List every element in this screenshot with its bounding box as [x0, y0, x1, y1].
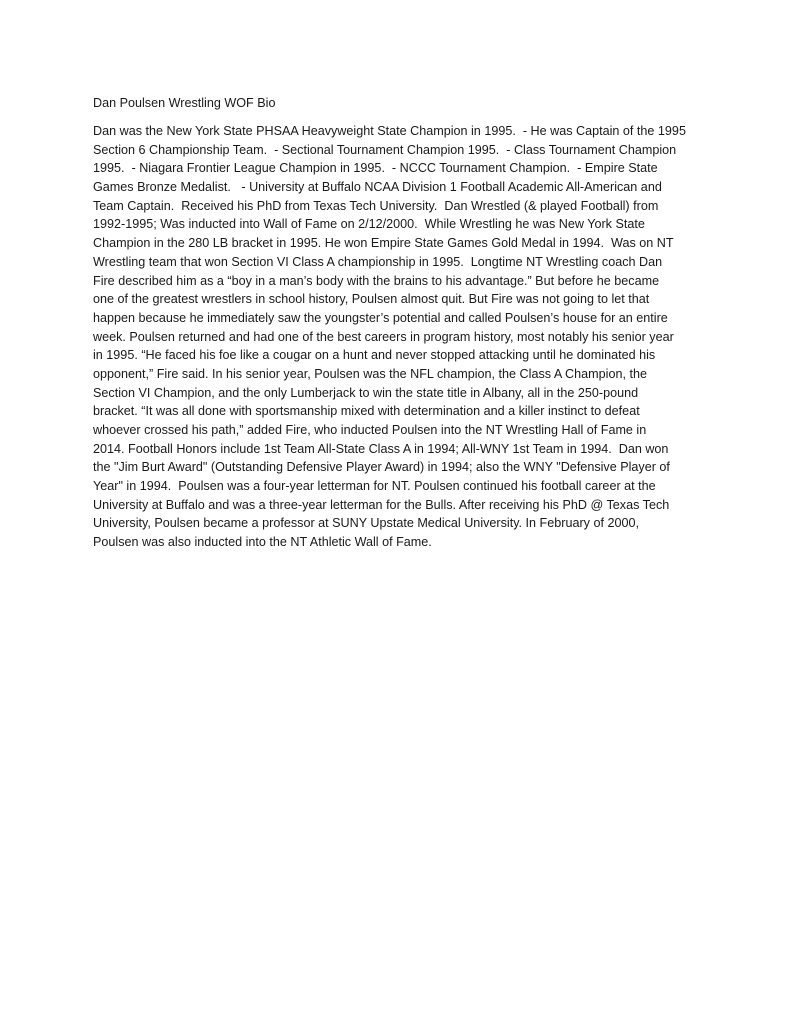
- body-line: Team Captain. Received his PhD from Texas Tech University. Dan Wrestled (& played Football) from: [93, 198, 659, 213]
- body-line: Wrestling team that won Section VI Class A championship in 1995. Longtime NT Wrestling coach Dan: [93, 254, 663, 269]
- body-line: University at Buffalo and was a three-year letterman for the Bulls. After receiving his PhD @ Texas Tech: [93, 497, 670, 512]
- body-line: Fire described him as a “boy in a man’s body with the brains to his advantage.” But before he became: [93, 273, 660, 288]
- body-line: one of the greatest wrestlers in school history, Poulsen almost quit. But Fire was not going to let that: [93, 292, 650, 307]
- body-line: opponent,” Fire said. In his senior year, Poulsen was the NFL champion, the Class A Champion, the: [93, 366, 647, 381]
- body-line: 2014. Football Honors include 1st Team All-State Class A in 1994; All-WNY 1st Team in 1994. Dan won: [93, 441, 669, 456]
- body-line: 1995. - Niagara Frontier League Champion in 1995. - NCCC Tournament Champion. - Empire State: [93, 161, 658, 176]
- body-line: Year" in 1994. Poulsen was a four-year letterman for NT. Poulsen continued his football career at the: [93, 479, 656, 494]
- body-line: 1992-1995; Was inducted into Wall of Fame on 2/12/2000. While Wrestling he was New York State: [93, 217, 645, 232]
- body-line: happen because he immediately saw the youngster’s potential and called Poulsen’s house for an entire: [93, 310, 668, 325]
- body-line: whoever crossed his path,” added Fire, who inducted Poulsen into the NT Wrestling Hall of Fame in: [93, 423, 647, 437]
- document-title: Dan Poulsen Wrestling WOF Bio: [93, 96, 276, 110]
- body-line: Section VI Champion, and the only Lumberjack to win the state title in Albany, all in the 250-pound: [93, 385, 639, 400]
- body-line: week. Poulsen returned and had one of the best careers in program history, most notably his senior year: [93, 329, 674, 344]
- body-line: bracket. “It was all done with sportsmanship mixed with determination and a killer instinct to defeat: [93, 404, 640, 419]
- body-line: Champion in the 280 LB bracket in 1995. He won Empire State Games Gold Medal in 1994. Was on NT: [93, 236, 674, 251]
- body-line: University, Poulsen became a professor at SUNY Upstate Medical University. In February of 2000,: [93, 516, 639, 531]
- body-line: in 1995. “He faced his foe like a cougar on a hunt and never stopped attacking until he dominated his: [93, 348, 656, 363]
- body-line: Dan was the New York State PHSAA Heavyweight State Champion in 1995. - He was Captain of the 1995: [93, 124, 686, 138]
- body-line: the "Jim Burt Award" (Outstanding Defensive Player Award) in 1994; also the WNY "Defensive Player of: [93, 460, 670, 475]
- document-body: [93, 122, 705, 552]
- body-line: Section 6 Championship Team. - Sectional Tournament Champion 1995. - Class Tournament Champion: [93, 142, 677, 157]
- body-line: Games Bronze Medalist. - University at Buffalo NCAA Division 1 Football Academic All-American and: [93, 180, 662, 195]
- body-line: Poulsen was also inducted into the NT Athletic Wall of Fame.: [93, 535, 432, 550]
